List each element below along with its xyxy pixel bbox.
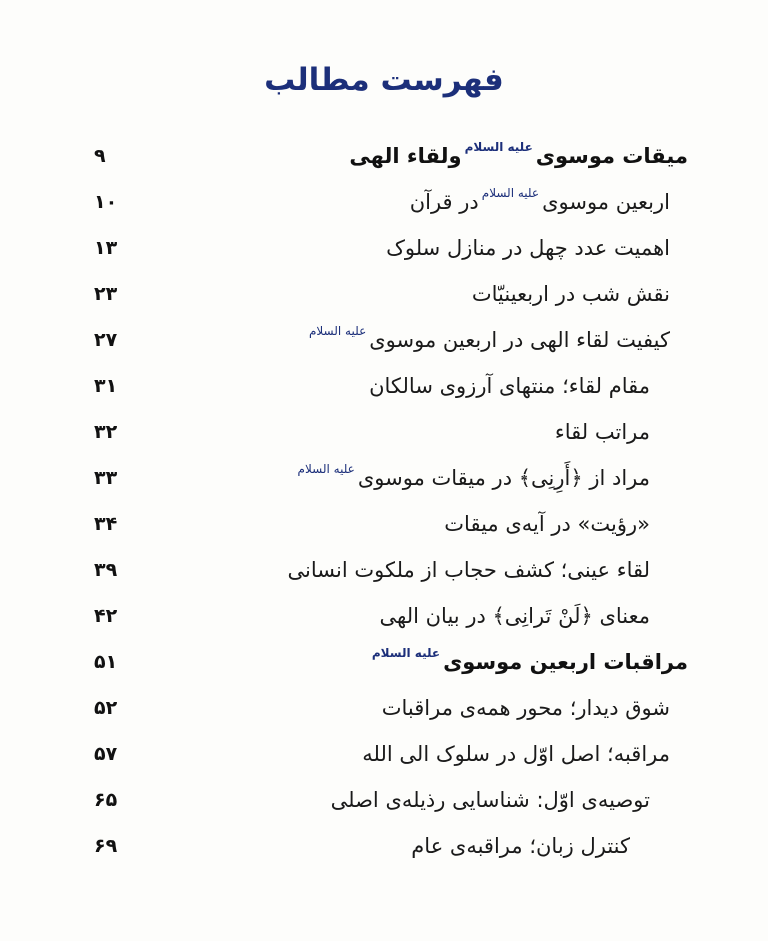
- toc-item[interactable]: [0, 458, 768, 502]
- toc-item[interactable]: [0, 504, 768, 548]
- toc-item[interactable]: [0, 136, 768, 180]
- toc-entry-text: مراقبه؛ اصل اوّل در سلوک الی الله: [362, 742, 670, 766]
- toc-entry-text: کنترل زبان؛ مراقبه‌ی عام: [411, 834, 630, 858]
- toc-entry-text: کیفیت لقاء الهی در اربعین موسویعليه السلام: [306, 320, 670, 360]
- toc-entry-text: توصیه‌ی اوّل: شناسایی رذیله‌ی اصلی: [330, 788, 650, 812]
- toc-page-number: ۳۳: [94, 467, 118, 489]
- toc-entry-text: معنای ﴿لَنْ تَرانِی﴾ در بیان الهی: [379, 604, 650, 628]
- toc-item[interactable]: [0, 734, 768, 778]
- toc-page-number: ۱۳: [94, 237, 118, 259]
- toc-entry-text: مراتب لقاء: [554, 420, 650, 444]
- toc-entry-text: «رؤیت» در آیه‌ی میقات: [444, 512, 650, 536]
- toc-item[interactable]: [0, 412, 768, 456]
- honorific-symbol: عليه السلام: [481, 186, 540, 200]
- toc-page-number: ۳۲: [94, 421, 118, 443]
- toc-page-number: ۶۵: [94, 789, 118, 811]
- toc-entry-text: مقام لقاء؛ منتهای آرزوی سالکان: [369, 374, 650, 398]
- toc-page-number: ۱۰: [94, 191, 118, 213]
- toc-entry-text: نقش شب در اربعینیّات: [471, 282, 670, 306]
- toc-entry-text: میقات موسویعليه السلامولقاء الهی: [349, 136, 688, 176]
- honorific-symbol: عليه السلام: [464, 140, 533, 154]
- toc-page-number: ۲۷: [94, 329, 118, 351]
- toc-item[interactable]: [0, 320, 768, 364]
- page-title: فهرست مطالب: [264, 62, 504, 98]
- toc-entry-text: اهمیت عدد چهل در منازل سلوک: [386, 236, 670, 260]
- honorific-symbol: عليه السلام: [371, 646, 441, 660]
- toc-page-number: ۳۱: [94, 375, 118, 397]
- toc-entry-text: لقاء عینی؛ کشف حجاب از ملکوت انسانی: [287, 558, 650, 582]
- toc-page-number: ۵۱: [94, 651, 118, 673]
- toc-item[interactable]: [0, 596, 768, 640]
- toc-item[interactable]: [0, 182, 768, 226]
- toc-page-number: ۴۲: [94, 605, 118, 627]
- toc-page-number: ۳۴: [94, 513, 118, 535]
- toc-item[interactable]: [0, 688, 768, 732]
- toc-item[interactable]: [0, 366, 768, 410]
- honorific-symbol: عليه السلام: [297, 462, 355, 476]
- toc-page-number: ۹: [94, 145, 106, 167]
- toc-page-number: ۵۲: [94, 697, 118, 719]
- toc-page-number: ۶۹: [94, 835, 118, 857]
- toc-item[interactable]: [0, 780, 768, 824]
- toc-entry-text: شوق دیدار؛ محور همه‌ی مراقبات: [381, 696, 670, 720]
- toc-item[interactable]: [0, 274, 768, 318]
- toc-page-number: ۳۹: [94, 559, 118, 581]
- toc-entry-text: مراد از ﴿أَرِنِی﴾ در میقات موسویعليه السلام: [295, 458, 650, 498]
- toc-item[interactable]: [0, 228, 768, 272]
- toc-entry-text: اربعین موسویعليه السلامدر قرآن: [410, 182, 670, 222]
- toc-item[interactable]: [0, 826, 768, 870]
- toc-page-number: ۵۷: [94, 743, 118, 765]
- toc-item[interactable]: [0, 550, 768, 594]
- toc-item[interactable]: [0, 642, 768, 686]
- honorific-symbol: عليه السلام: [308, 324, 367, 338]
- toc-entry-text: مراقبات اربعین موسویعليه السلام: [369, 642, 688, 682]
- toc-page-number: ۲۳: [94, 283, 118, 305]
